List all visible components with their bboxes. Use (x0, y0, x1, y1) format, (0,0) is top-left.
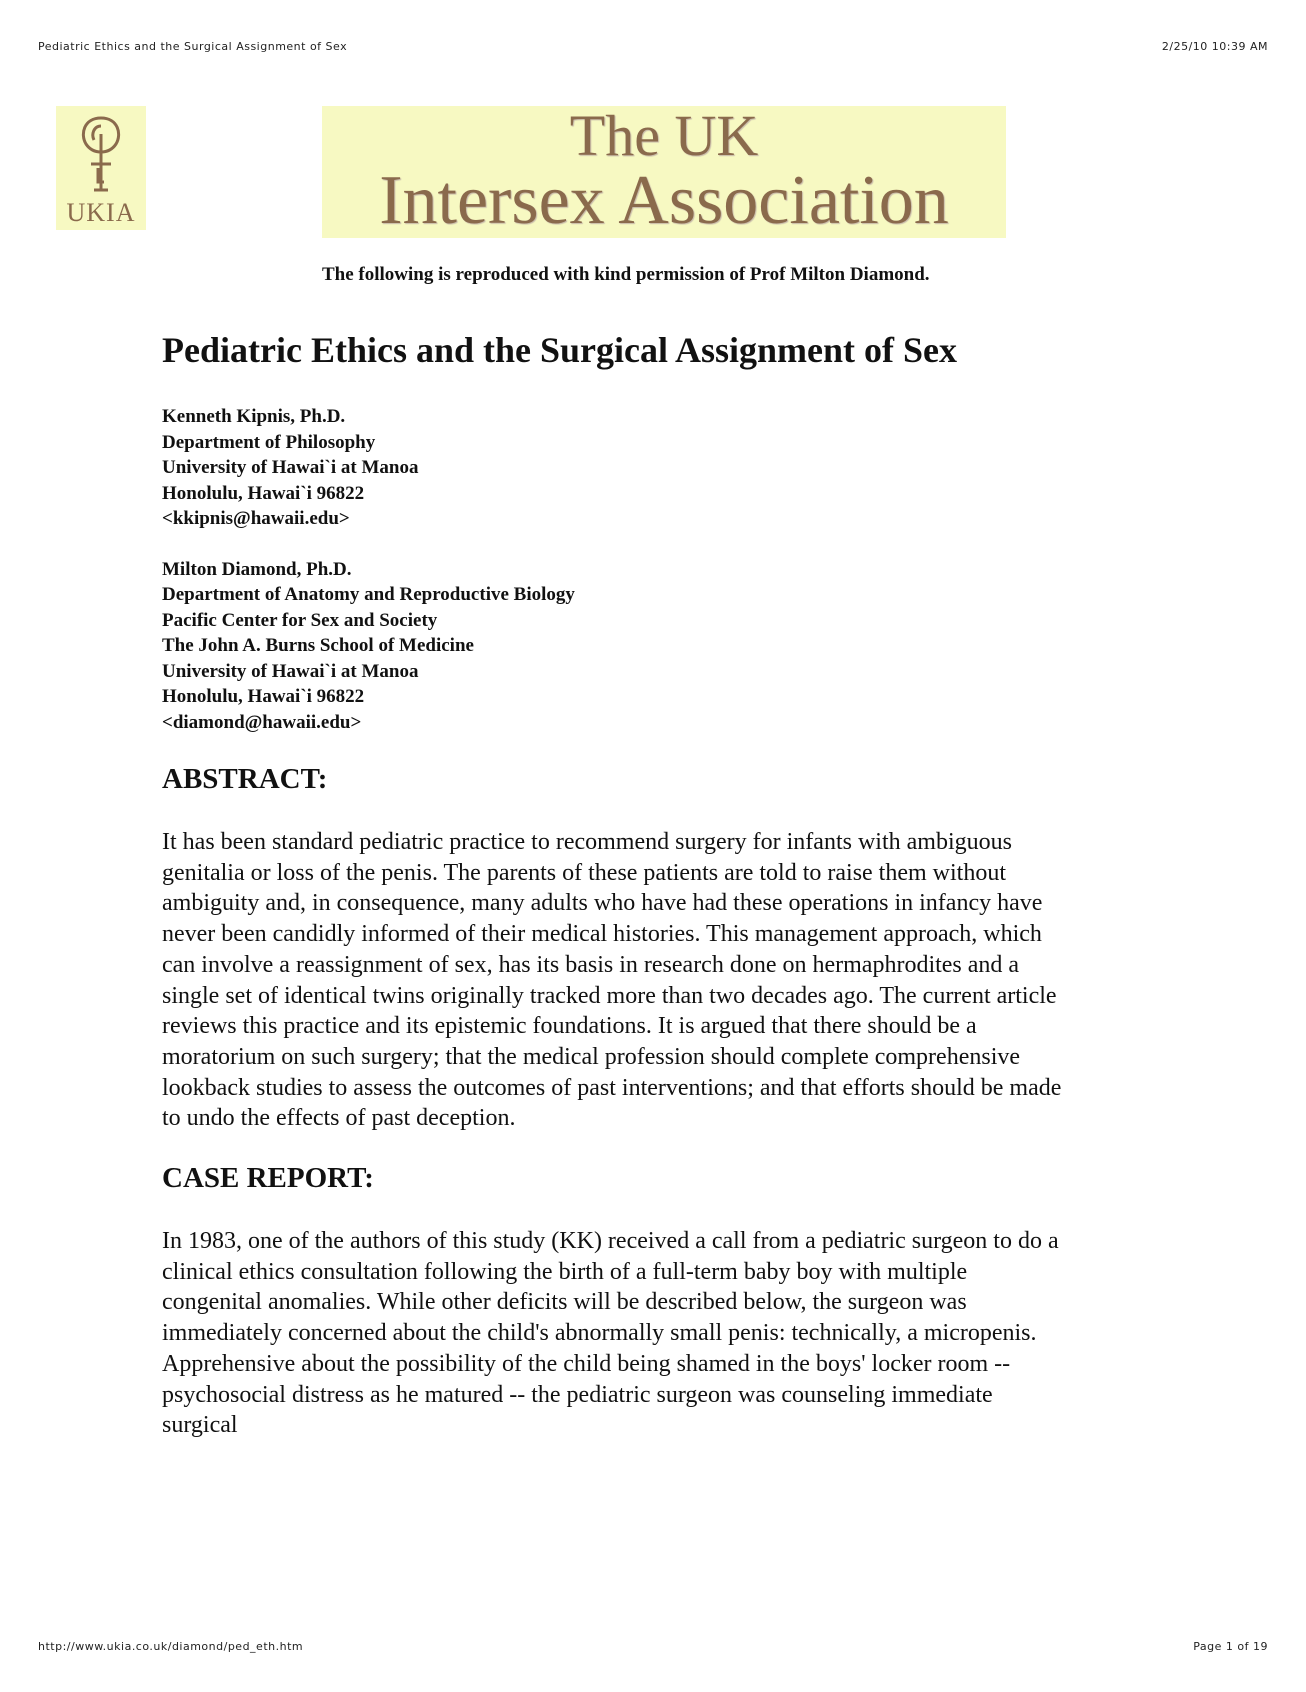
author-center: Pacific Center for Sex and Society (162, 609, 438, 631)
print-footer-page: Page 1 of 19 (1193, 1640, 1268, 1653)
author-university: University of Hawai`i at Manoa (162, 660, 419, 682)
author-school: The John A. Burns School of Medicine (162, 635, 474, 656)
article-title: Pediatric Ethics and the Surgical Assignment of Sex (162, 330, 958, 370)
author-block-diamond (162, 557, 1062, 736)
permission-note: The following is reproduced with kind permission of Prof Milton Diamond. (322, 264, 930, 285)
author-city: Honolulu, Hawai`i 96822 (162, 686, 365, 707)
article (162, 326, 1062, 1441)
print-header-timestamp: 2/25/10 10:39 AM (1161, 40, 1268, 53)
author-university: University of Hawai`i at Manoa (162, 457, 419, 478)
author-block-kipnis (162, 404, 1062, 532)
banner-line-1: The UK (569, 103, 759, 168)
author-department: Department of Anatomy and Reproductive Biology (162, 584, 575, 605)
ukia-logo[interactable] (56, 106, 146, 230)
author-name: Kenneth Kipnis, Ph.D. (162, 406, 346, 427)
author-email: <diamond@hawaii.edu> (162, 711, 362, 733)
print-footer-url: http://www.ukia.co.uk/diamond/ped_eth.htm (38, 1640, 304, 1653)
ukia-logo-icon (74, 112, 128, 196)
print-header (38, 40, 1268, 53)
case-report-text: In 1983, one of the authors of this study (KK) received a call from a pediatric surgeon to do a clinical ethics consultation following the birth of a full-term baby boy with multiple congenital anomalies. While other deficits will be described below, the surgeon was immediately concerned about the child's abnormally small penis: technically, a micropenis. Apprehensive about the possibility of the child being shamed in the boys' locker room -- psychosocial distress as he matured -- the pediatric surgeon was counseling immediate surgical (162, 1228, 1059, 1439)
author-city: Honolulu, Hawai`i 96822 (162, 482, 365, 504)
abstract-text: It has been standard pediatric practice to recommend surgery for infants with ambiguous genitalia or loss of the penis. The parents of these patients are told to raise them without ambiguity and, in consequence, many adults who have had these operations in infancy have never been candidly informed of their medical histories. This management approach, which can involve a reassignment of sex, has its basis in research done on hermaphrodites and a single set of identical twins originally tracked more than two decades ago. The current article reviews this practice and its epistemic foundations. It is argued that there should be a moratorium on such surgery; that the medical profession should complete comprehensive lookback studies to assess the outcomes of past interventions; and that efforts should be made to undo the effects of past deception. (162, 829, 1062, 1132)
case-report-heading: CASE REPORT: (162, 1162, 374, 1195)
author-email: <kkipnis@hawaii.edu> (162, 508, 350, 529)
logo-text: UKIA (66, 198, 136, 227)
author-department: Department of Philosophy (162, 431, 376, 453)
banner-line-2: Intersex Association (379, 162, 949, 239)
author-name: Milton Diamond, Ph.D. (162, 558, 352, 580)
print-footer (38, 1640, 1268, 1653)
print-header-title: Pediatric Ethics and the Surgical Assignment of Sex (38, 40, 348, 53)
site-banner[interactable] (322, 103, 1006, 239)
abstract-heading: ABSTRACT: (162, 763, 328, 795)
